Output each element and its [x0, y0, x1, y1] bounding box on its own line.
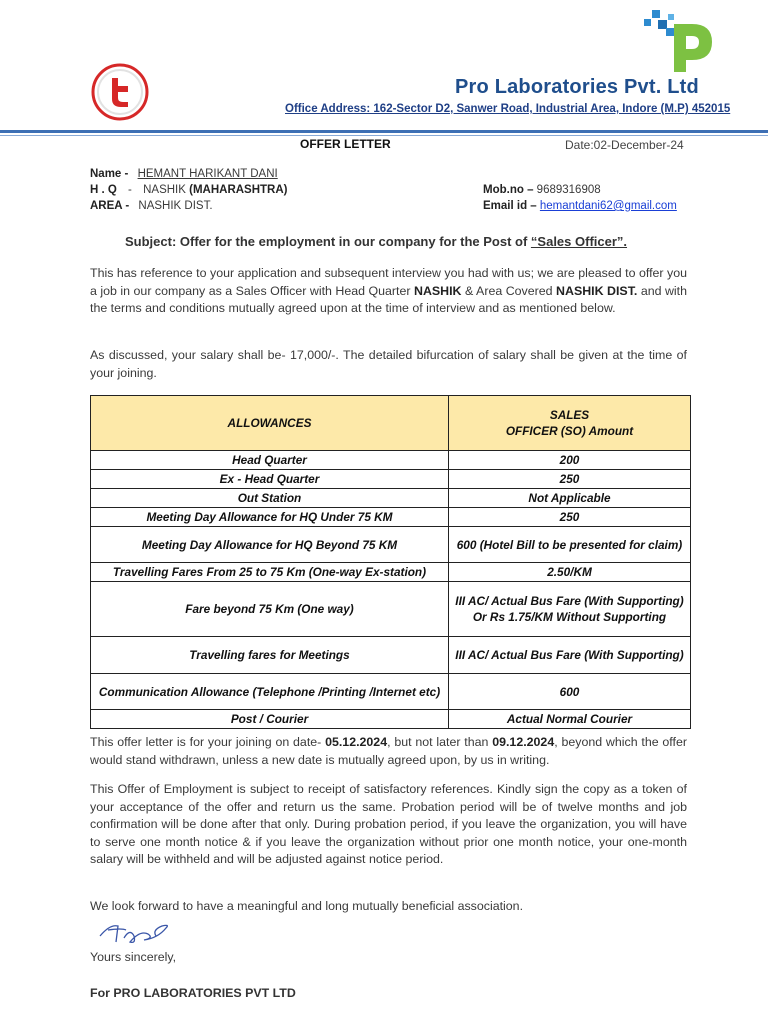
area-row: [90, 200, 213, 212]
intro-paragraph: [90, 265, 687, 318]
name-label: Name -: [90, 168, 129, 180]
joining-text-3: , beyond which the offer would stand withdrawn, unless a new date is mutually agreed upon, by us in writing.: [90, 735, 687, 767]
amount-header-line1: SALES: [549, 408, 590, 422]
row-label: Meeting Day Allowance for HQ Beyond 75 KM: [91, 527, 449, 563]
header-divider-thin: [0, 135, 768, 136]
closing-paragraph: We look forward to have a meaningful and long mutually beneficial association.: [90, 899, 524, 913]
salary-paragraph: As discussed, your salary shall be- 17,000/-. The detailed bifurcation of salary shall be given at the time of your joining.: [90, 348, 687, 380]
row-label: Out Station: [91, 489, 449, 508]
table-row: [91, 508, 691, 527]
area-value: NASHIK DIST.: [138, 200, 213, 212]
row-label: Ex - Head Quarter: [91, 470, 449, 489]
name-row: [90, 168, 278, 180]
hq-state: (MAHARASHTRA): [189, 184, 288, 196]
email-link[interactable]: hemantdani62@gmail.com: [539, 200, 677, 212]
row-value: 250: [449, 470, 691, 489]
subject-post: “Sales Officer”.: [530, 234, 628, 249]
intro-area: NASHIK DIST.: [556, 283, 638, 298]
signoff-company: For PRO LABORATORIES PVT LTD: [90, 986, 296, 1000]
area-label: AREA -: [90, 200, 130, 212]
office-address: Office Address: 162-Sector D2, Sanwer Road, Industrial Area, Indore (M.P) 452015: [285, 103, 731, 115]
hq-value: NASHIK: [143, 184, 186, 196]
letter-date: Date:02-December-24: [565, 138, 684, 152]
header-divider: [0, 130, 768, 133]
t-logo-icon: [90, 62, 150, 122]
row-value: III AC/ Actual Bus Fare (With Supporting): [449, 637, 691, 674]
subject-prefix: Subject: Offer for the employment in our company for the Post of: [125, 234, 531, 249]
row-label: Post / Courier: [91, 710, 449, 729]
table-header-row: [91, 396, 691, 451]
table-row: [91, 470, 691, 489]
row-value: Actual Normal Courier: [449, 710, 691, 729]
row-label: Travelling fares for Meetings: [91, 637, 449, 674]
row-value: 600 (Hotel Bill to be presented for claim): [449, 527, 691, 563]
row-label: Meeting Day Allowance for HQ Under 75 KM: [91, 508, 449, 527]
intro-hq: NASHIK: [414, 283, 462, 298]
letter-title: OFFER LETTER: [300, 137, 391, 151]
subject-line: [125, 234, 627, 249]
table-row: [91, 637, 691, 674]
hq-dash: -: [128, 184, 132, 196]
table-row: [91, 710, 691, 729]
table-row: [91, 527, 691, 563]
amount-header: [449, 396, 691, 451]
row-value: 200: [449, 451, 691, 470]
row-label: Head Quarter: [91, 451, 449, 470]
row-label: Fare beyond 75 Km (One way): [91, 582, 449, 637]
row-value: 250: [449, 508, 691, 527]
row-value: 600: [449, 674, 691, 710]
email-label: Email id –: [483, 200, 537, 212]
allowances-table: [90, 395, 691, 729]
recipient-name: HEMANT HARIKANT DANI: [137, 168, 278, 180]
p-logo-icon: [644, 6, 716, 74]
table-row: [91, 489, 691, 508]
allowances-header: ALLOWANCES: [91, 396, 449, 451]
joining-paragraph: [90, 734, 687, 769]
joining-text-2: , but not later than: [387, 735, 493, 749]
row-label: Communication Allowance (Telephone /Printing /Internet etc): [91, 674, 449, 710]
row-value: III AC/ Actual Bus Fare (With Supporting) Or Rs 1.75/KM Without Supporting: [449, 582, 691, 637]
mobile-label: Mob.no –: [483, 184, 534, 196]
table-row: [91, 451, 691, 470]
terms-paragraph: This Offer of Employment is subject to receipt of satisfactory references. Kindly sign the copy as a token of your acceptance of the offer and return us the same. Probation period will be of twelve months and job confirmation will be done after that only. During probation period, if you leave the organization, you will have to serve one month notice & if you leave the organization without prior one month notice, your one-month salary will be withheld and will be adjusted against notice period.: [90, 782, 687, 866]
company-logo-left: [90, 62, 150, 127]
row-label: Travelling Fares From 25 to 75 Km (One-way Ex-station): [91, 563, 449, 582]
intro-text-1: This has reference to your application and subsequent interview you had with us; we are pleased to offer you a job in our company as a Sales Officer with Head Quarter: [90, 266, 687, 298]
signature-icon: [96, 916, 176, 950]
intro-text-3: and with the terms and conditions mutually agreed upon at the time of interview and as mentioned below.: [90, 283, 688, 315]
company-name: Pro Laboratories Pvt. Ltd: [455, 76, 699, 98]
table-row: [91, 563, 691, 582]
closing-salutation: Yours sincerely,: [90, 950, 177, 964]
row-value: 2.50/KM: [449, 563, 691, 582]
intro-text-2: & Area Covered: [461, 283, 557, 298]
row-value: Not Applicable: [449, 489, 691, 508]
joining-date: 05.12.2024: [325, 735, 388, 749]
joining-deadline: 09.12.2024: [492, 735, 555, 749]
company-logo-right: [644, 6, 716, 79]
email-row: [483, 200, 677, 212]
table-row: [91, 674, 691, 710]
hq-label: H . Q: [90, 184, 117, 196]
joining-text-1: This offer letter is for your joining on date-: [90, 735, 326, 749]
mobile-row: [483, 184, 601, 196]
hq-row: [90, 184, 288, 196]
mobile-number: 9689316908: [536, 184, 601, 196]
amount-header-line2: OFFICER (SO) Amount: [505, 424, 634, 438]
table-row: [91, 582, 691, 637]
